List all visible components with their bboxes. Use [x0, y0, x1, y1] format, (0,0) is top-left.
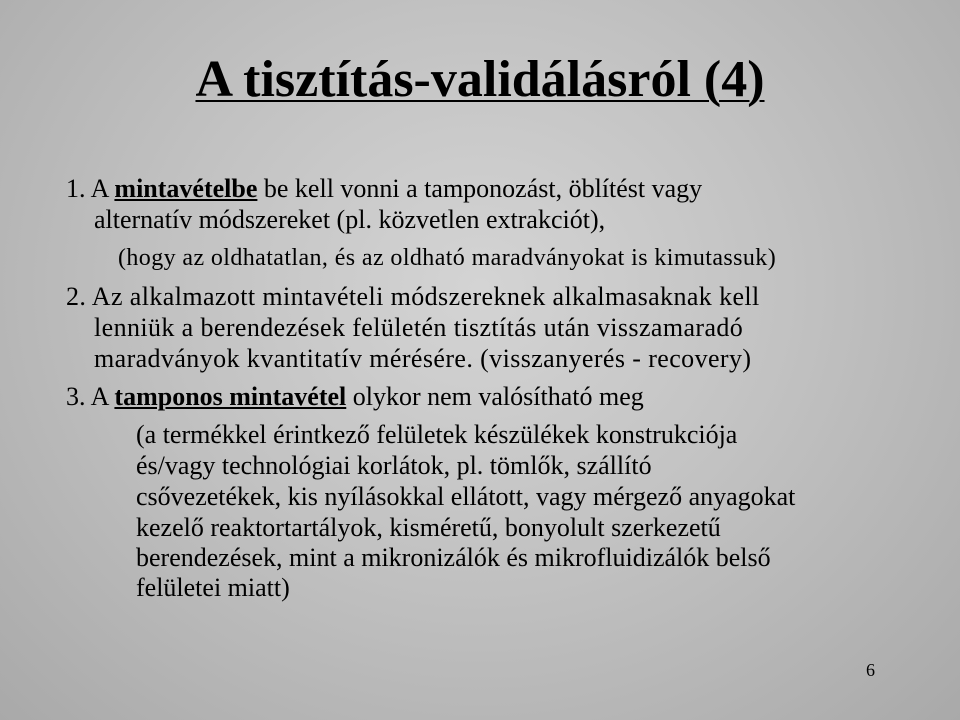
item-3-number: 3.: [66, 382, 86, 411]
item-3-line-1: [66, 382, 644, 412]
slide-title: A tisztítás-validálásról (4): [195, 51, 765, 108]
item-1-highlight: mintavételbe: [114, 174, 258, 203]
item-3-detail-line: berendezések, mint a mikronizálók és mikrofluidizálók belső: [136, 543, 771, 572]
item-3-detail-line: kezelő reaktortartályok, kisméretű, bonyolult szerkezetű: [136, 513, 721, 542]
item-3-detail-line: (a termékkel érintkező felületek készülékek konstrukciója: [136, 420, 738, 449]
item-3-pre: A: [90, 382, 108, 411]
page-number: 6: [866, 660, 875, 680]
item-2-text-1: Az alkalmazott mintavételi módszereknek alkalmasaknak kell: [91, 282, 760, 311]
item-3-detail-line: és/vagy technológiai korlátok, pl. tömlők, szállító: [136, 451, 652, 480]
item-1-note: (hogy az oldhatatlan, és az oldható maradványokat is kimutassuk): [118, 245, 777, 271]
item-2-line-2: lenniük a berendezések felületén tisztítás után visszamaradó: [94, 313, 744, 342]
item-1-line-2: alternatív módszereket (pl. közvetlen extrakciót),: [94, 205, 606, 234]
item-2-line-3: maradványok kvantitatív mérésére. (visszanyerés - recovery): [94, 344, 752, 373]
item-3-highlight: tamponos mintavétel: [114, 382, 347, 411]
item-1-pre: A: [90, 174, 108, 203]
item-3-detail-line: csővezetékek, kis nyílásokkal ellátott, vagy mérgező anyagokat: [136, 482, 796, 511]
item-1-post: be kell vonni a tamponozást, öblítést vagy: [263, 174, 703, 203]
item-2-number: 2.: [66, 282, 87, 311]
item-1-line-1: [66, 174, 702, 204]
item-3-detail-line: felületei miatt): [136, 573, 290, 602]
item-2-line-1: [66, 282, 760, 312]
item-1-number: 1.: [66, 174, 86, 203]
item-3-post: olykor nem valósítható meg: [352, 382, 644, 411]
